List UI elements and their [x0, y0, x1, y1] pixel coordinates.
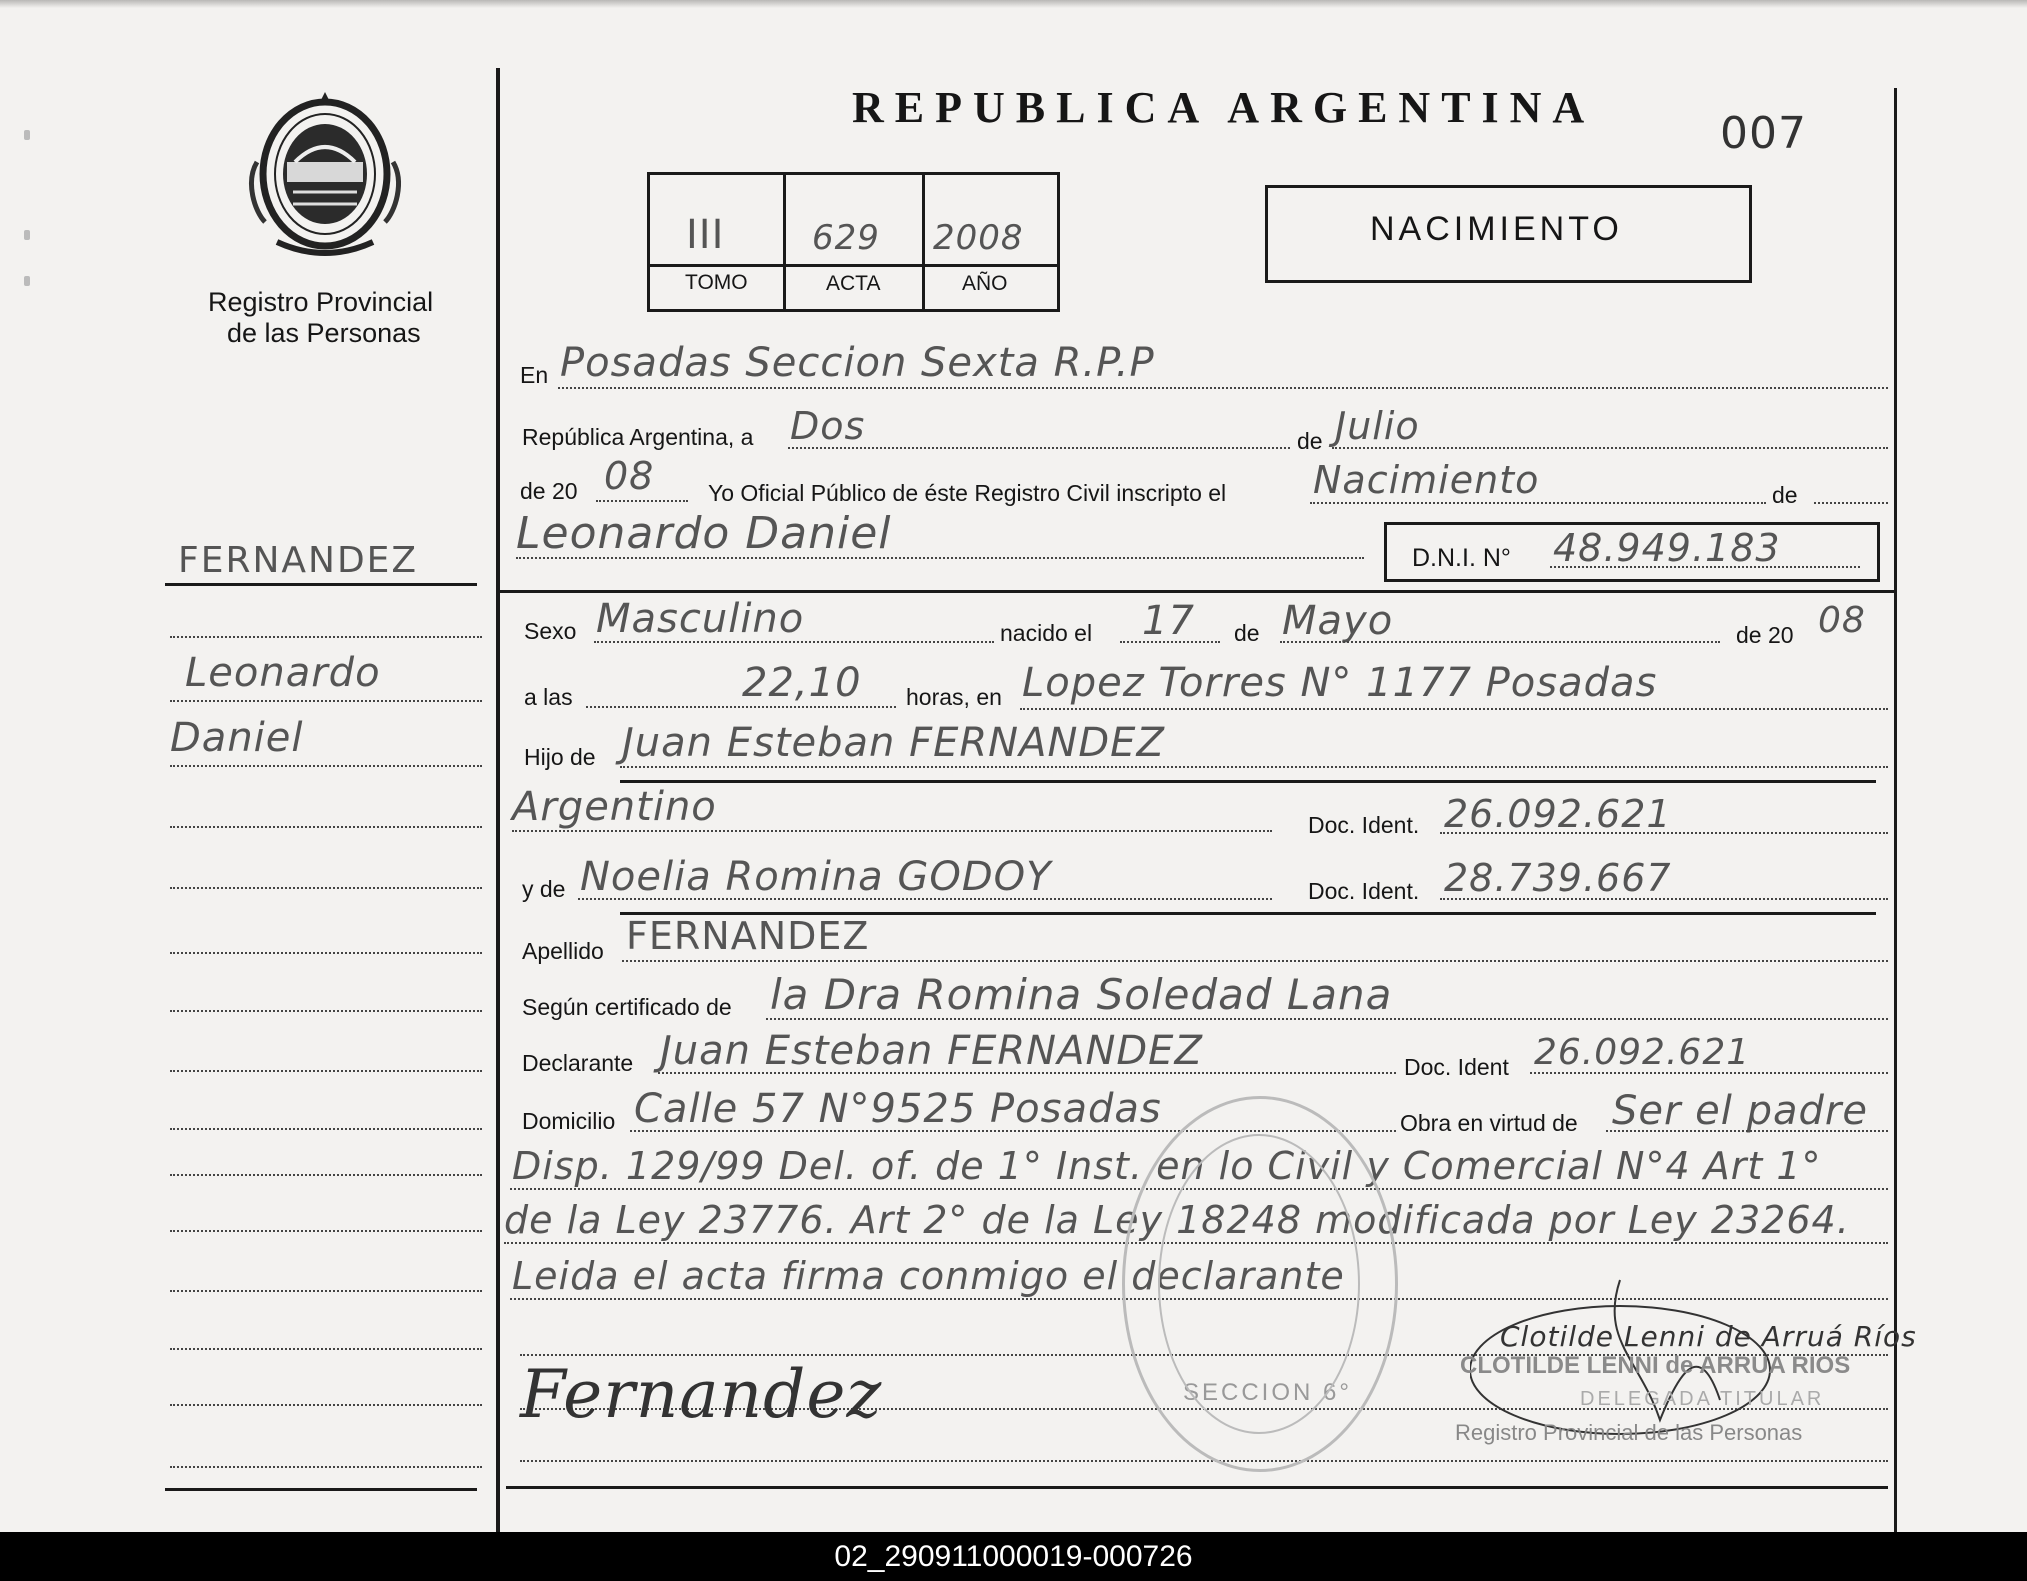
side-surname: FERNANDEZ	[178, 540, 419, 581]
day-value: Dos	[790, 404, 866, 448]
registry-name-line1: Registro Provincial	[208, 287, 434, 317]
mother-value: Noelia Romina GODOY	[580, 854, 1052, 900]
provincial-coat-of-arms-icon	[245, 92, 405, 262]
father-nationality-value: Argentino	[512, 784, 717, 830]
side-first-name: Leonardo	[185, 650, 381, 696]
declarant-signature: Fernandez	[520, 1356, 883, 1433]
dni-value: 48.949.183	[1553, 526, 1781, 570]
seal-bottom-text: SECCION 6°	[1183, 1379, 1352, 1406]
ano-header: AÑO	[962, 272, 1008, 295]
month-value: Julio	[1335, 404, 1420, 448]
place-value: Posadas Seccion Sexta R.P.P	[560, 340, 1155, 386]
child-name-value: Leonardo Daniel	[516, 508, 892, 559]
officer-signature: Clotilde Lenni de Arruá Ríos	[1500, 1320, 1917, 1353]
time-value: 22,10	[742, 660, 862, 706]
birth-month-value: Mayo	[1282, 598, 1394, 644]
sexo-value: Masculino	[596, 596, 805, 642]
birth-year-suffix-value: 08	[1818, 600, 1866, 641]
record-type: NACIMIENTO	[1370, 210, 1623, 248]
father-value: Juan Esteban FERNANDEZ	[622, 720, 1165, 766]
right-border	[1894, 88, 1897, 1532]
birth-day-value: 17	[1142, 598, 1195, 644]
mother-doc-value: 28.739.667	[1444, 856, 1672, 900]
registry-logo	[245, 92, 405, 262]
apellido-value: FERNANDEZ	[626, 914, 870, 958]
certificado-value: la Dra Romina Soledad Lana	[770, 970, 1393, 1019]
tomo-value: III	[686, 212, 725, 258]
document-page: Registro Provincial de las Personas FERNANDEZ Leonardo Daniel REPUBLICA ARGENTINA 007 III 629 2008 TOMO ACTA AÑO NACIMIENTO En Posadas Seccion Sexta R.P.P República Argentina, a Dos de Julio de 20 08 Yo Oficial Público de éste Registro Civil inscripto el Nacimiento de Leonardo Daniel D.N.I. N° 48.949.183 Sexo Masculino nacido el 17 de Mayo de 20 08 a las 22,10 horas, en Lopez Torres N° 1177 Posadas Hijo de Juan Esteban FERNANDEZ Argentino Doc. Ident. 26.092.621 y de Noelia Romina GODOY Doc. Ident. 28.739.667 Apellido FERNANDEZ Según certificado de la Dra Romina Soledad Lana Declarante Juan Esteban FERNANDEZ Doc. Ident 26.092.621 Domicilio Calle 57 N°9525 Posadas Obra en virtud de Ser el padre Disp. 129/99 Del. of. de 1° Inst. en lo Civil y Comercial N°4 Art 1° de la Ley 23776. Art 2° de la Ley 18248 modificada por Ley 23264. Leida el acta firma conmigo el declarante SECCION 6° Fernandez Clotilde Lenni de Arruá Ríos CLOTILDE LENNI de ARRUA RIOS DELEGADA TITULAR Registro Provincial de las Personas	[0, 0, 2027, 1532]
obra-value: Ser el padre	[1612, 1088, 1868, 1134]
inscribed-value: Nacimiento	[1313, 458, 1540, 502]
notes-line-1: Disp. 129/99 Del. of. de 1° Inst. en lo Civil y Comercial N°4 Art 1°	[512, 1144, 1822, 1188]
birthplace-value: Lopez Torres N° 1177 Posadas	[1022, 660, 1658, 706]
image-footer-code: 02_290911000019-000726	[0, 1532, 2027, 1581]
acta-value: 629	[812, 218, 880, 258]
year-suffix-value: 08	[604, 454, 655, 498]
notes-line-3: Leida el acta firma conmigo el declarante	[512, 1254, 1345, 1298]
acta-header: ACTA	[826, 272, 881, 295]
stamp-line-2: DELEGADA TITULAR	[1580, 1388, 1825, 1410]
document-title: REPUBLICA ARGENTINA	[852, 83, 1596, 132]
father-doc-value: 26.092.621	[1444, 792, 1672, 836]
record-number: 007	[1720, 108, 1807, 159]
stamp-line-1: CLOTILDE LENNI de ARRUA RIOS	[1460, 1352, 1851, 1379]
column-divider	[496, 68, 500, 1532]
domicilio-value: Calle 57 N°9525 Posadas	[634, 1086, 1162, 1132]
stamp-line-3: Registro Provincial de las Personas	[1455, 1420, 1803, 1445]
tomo-header: TOMO	[685, 271, 748, 294]
registry-name-line2: de las Personas	[227, 318, 421, 348]
side-line	[165, 583, 477, 586]
notes-line-2: de la Ley 23776. Art 2° de la Ley 18248 modificada por Ley 23264.	[504, 1198, 1850, 1242]
declarante-value: Juan Esteban FERNANDEZ	[660, 1028, 1203, 1074]
ano-value: 2008	[933, 218, 1024, 258]
side-middle-name: Daniel	[170, 715, 304, 761]
declarante-doc-value: 26.092.621	[1534, 1032, 1751, 1073]
